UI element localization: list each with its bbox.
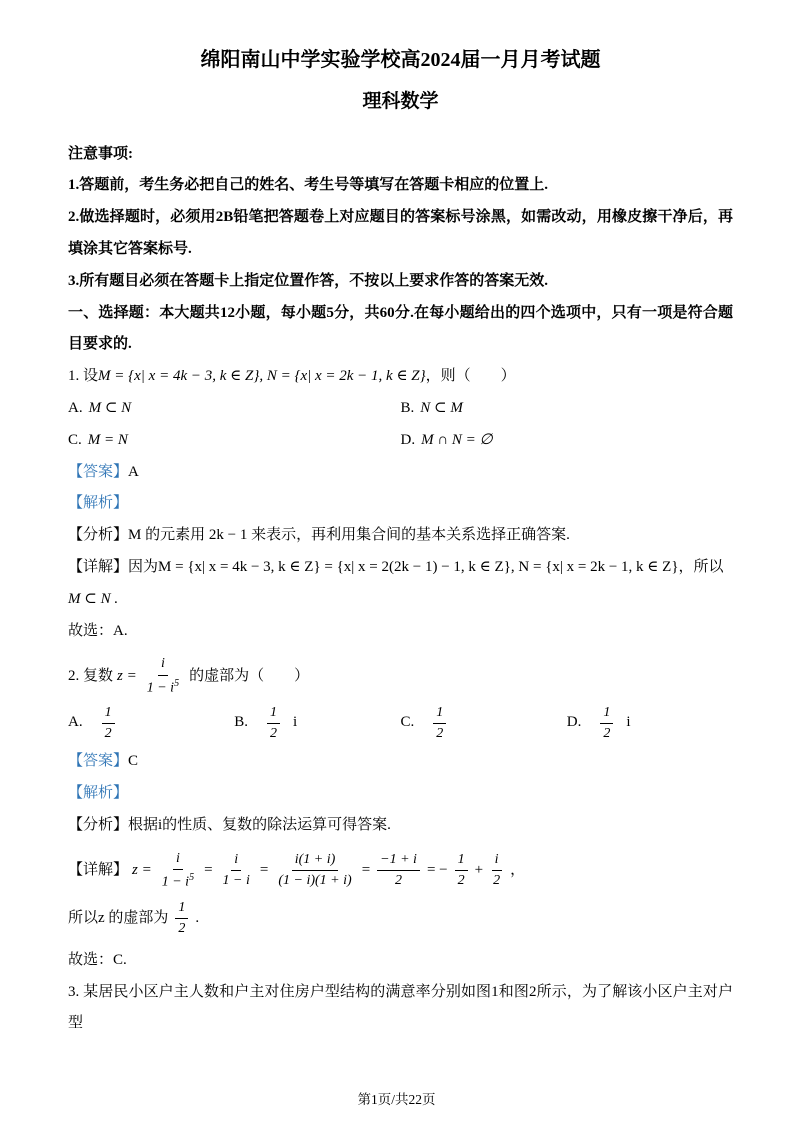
q2-stem-suffix: 的虚部为（ ） — [189, 667, 310, 684]
q2-stem-fraction: $\frac{i}{1 - i^5}$ — [146, 656, 180, 696]
answer-label: 【答案】 — [68, 753, 129, 770]
q1-answer-value: A — [128, 463, 139, 480]
q1-fenxi-line — [68, 520, 733, 552]
q2-so-prefix: 所以z 的虚部为 — [68, 909, 169, 926]
q2-option-c: C. $\frac{1}{2}$ — [401, 704, 567, 742]
q1-options — [68, 393, 733, 457]
q1-stem-math: M = {x| x = 4k − 3, k ∈ Z}, N = {x| x = 2k − 1, k ∈ Z} — [98, 368, 426, 385]
q2-fenxi-line — [68, 810, 733, 842]
q1-number: 1. 设 — [68, 368, 99, 385]
page-title: 绵阳南山中学实验学校高2024届一月月考试题 — [200, 49, 601, 71]
q2-jiexi-line — [68, 778, 733, 810]
q1-conclusion: 故选：A. — [68, 622, 128, 639]
fenxi-label: 【分析】 — [68, 817, 129, 834]
q2-option-b: B. $\frac{1}{2}$ i — [234, 705, 298, 742]
notice-heading: 注意事项: — [68, 145, 133, 162]
q2-number: 2. 复数 — [68, 667, 114, 684]
jiexi-label: 【解析】 — [68, 785, 129, 802]
section-heading: 一、选择题：本大题共12小题，每小题5分，共60分.在每小题给出的四个选项中，只有一项是符合题目要求的. — [68, 304, 733, 353]
q1-option-a: A. M ⊂ N — [68, 400, 132, 417]
xiangjie-label: 【详解】 — [68, 559, 129, 576]
q1-stem-suffix: ，则（ ） — [425, 368, 516, 385]
q2-answer-value: C — [128, 753, 139, 770]
q2-z-eq: z = — [117, 667, 137, 684]
answer-label: 【答案】 — [68, 463, 129, 480]
q2-options — [68, 704, 733, 742]
q1-jiexi-line — [68, 488, 733, 520]
page-subtitle: 理科数学 — [362, 91, 439, 112]
q1-option-c: C. M = N — [68, 431, 128, 448]
q1-answer-line — [68, 457, 733, 489]
q2-conclusion: 故选：C. — [68, 951, 127, 968]
q2-stem — [68, 655, 733, 696]
q1-xiangjie-line — [68, 552, 733, 584]
q1-xiangjie-line2: M ⊂ N . — [68, 590, 119, 607]
q1-stem — [68, 361, 733, 393]
notice-item-2: 2.做选择题时，必须用2B铅笔把答题卷上对应题目的答案标号涂黑，如需改动，用橡皮擦干净后，再填涂其它答案标号. — [68, 209, 733, 258]
q1-xiangjie-text: 因为M = {x| x = 4k − 3, k ∈ Z} = {x| x = 2(2k − 1) − 1, k ∈ Z}, N = {x| x = 2k − 1, k ∈ Z}，所以 — [128, 559, 724, 576]
q2-detail-frac-6: $\frac{i}{2}$ — [493, 852, 501, 889]
q2-detail-frac-2: $\frac{i}{1 - i}$ — [222, 852, 250, 889]
xiangjie-label: 【详解】 — [68, 862, 129, 879]
q2-detail-frac-5: $\frac{1}{2}$ — [455, 851, 468, 889]
q2-option-a: A. $\frac{1}{2}$ — [68, 704, 234, 742]
q1-fenxi-text: M 的元素用 2k − 1 来表示，再利用集合间的基本关系选择正确答案. — [128, 527, 570, 544]
fenxi-label: 【分析】 — [68, 527, 129, 544]
q2-so-fraction: $\frac{1}{2}$ — [175, 899, 188, 937]
q2-answer-line — [68, 746, 733, 778]
q1-option-d: D. M ∩ N = ∅ — [400, 431, 493, 448]
q2-xiangjie-line: 【详解】 z = $\frac{i}{1 - i^5}$ = $\frac{i}{1 - i}$ = $\frac{i(1 + i)}{(1 - i)(1 + i)}$ = $\frac{-1 + i}{2}$ = − $\frac{1}{2}$ + $\frac{i}{2}$ ， — [68, 850, 526, 890]
notice-item-3: 3.所有题目必须在答题卡上指定位置作答，不按以上要求作答的答案无效. — [68, 272, 549, 289]
q1-option-b: B. N ⊂ M — [400, 400, 463, 417]
jiexi-label: 【解析】 — [68, 495, 129, 512]
q3-stem: 3. 某居民小区户主人数和户主对住房户型结构的满意率分别如图1和图2所示，为了解该小区户主对户型 — [68, 983, 733, 1032]
q2-fenxi-text: 根据i的性质、复数的除法运算可得答案. — [128, 817, 391, 834]
q2-so-suffix: . — [195, 909, 200, 926]
q2-so-line — [68, 899, 733, 937]
q2-detail-frac-4: $\frac{-1 + i}{2}$ — [377, 851, 420, 889]
q2-detail-frac-3: $\frac{i(1 + i)}{(1 - i)(1 + i)}$ — [278, 852, 352, 889]
page-footer: 第1页/共22页 — [357, 1092, 436, 1107]
notice-item-1: 1.答题前，考生务必把自己的姓名、考生号等填写在答题卡相应的位置上. — [68, 177, 549, 194]
q2-option-d: D. $\frac{1}{2}$ i — [566, 705, 631, 742]
q2-detail-frac-1: $\frac{i}{1 - i^5}$ — [161, 850, 195, 890]
